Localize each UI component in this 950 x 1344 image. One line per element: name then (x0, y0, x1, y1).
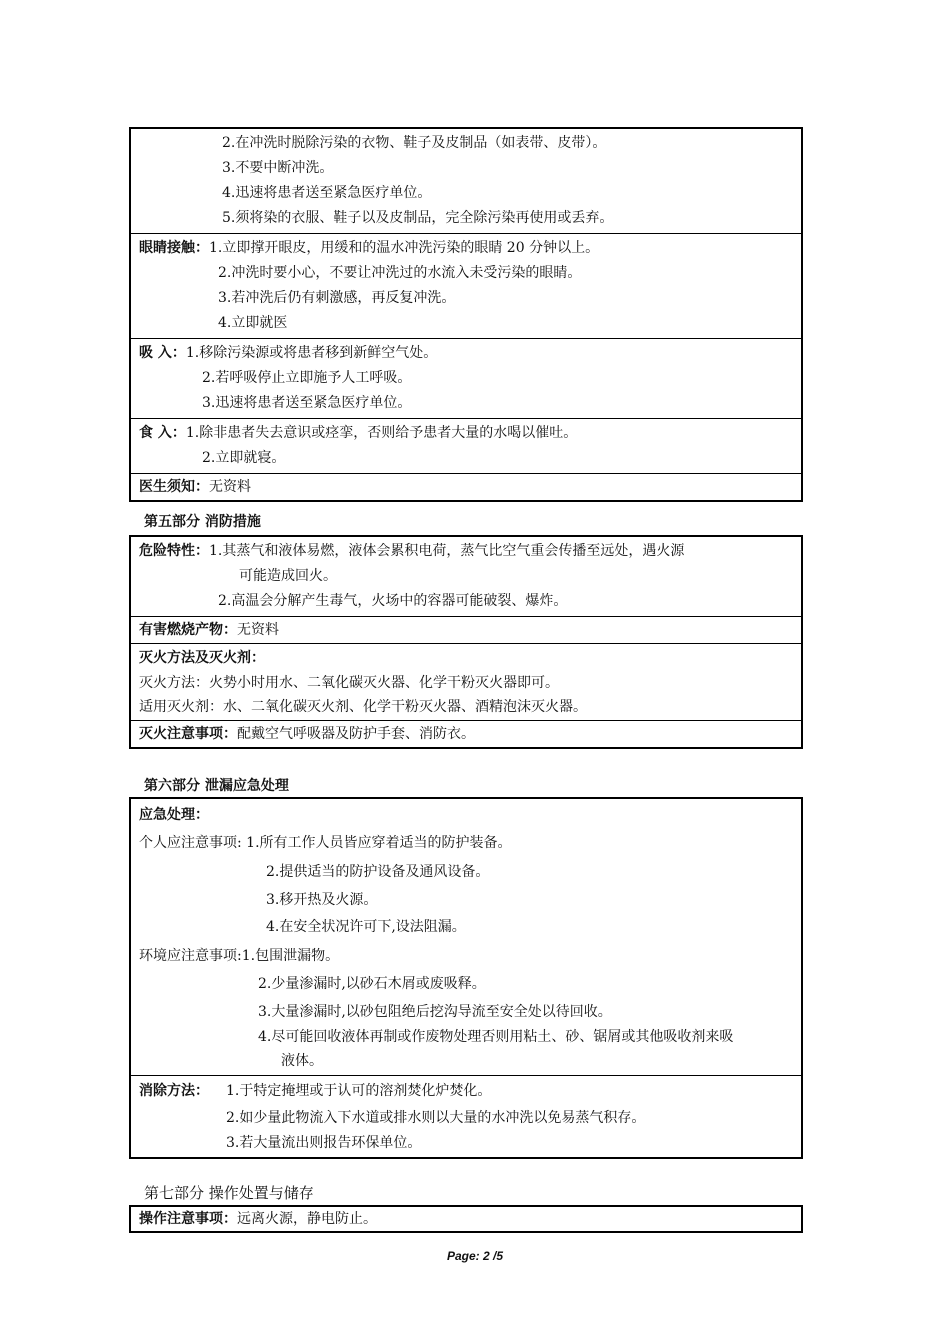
eye-item: 3.若冲洗后仍有刺激感，再反复冲洗。 (218, 290, 456, 306)
inhale-item: 3.迅速将患者送至紧急医疗单位。 (202, 395, 412, 411)
disposal-item: 1.于特定掩埋或于认可的溶剂焚化炉焚化。 (226, 1083, 492, 1099)
env-item: 液体。 (281, 1053, 323, 1069)
eye-contact-row (131, 234, 801, 339)
emergency-row (131, 799, 801, 1076)
personal-item: 3.移开热及火源。 (266, 892, 378, 908)
extinguish-row (131, 644, 801, 721)
personal-item: 4.在安全状况许可下,设法阻漏。 (266, 919, 466, 935)
fire-notes-row (131, 721, 801, 747)
hazard-item: 2.高温会分解产生毒气，火场中的容器可能破裂、爆炸。 (218, 593, 568, 609)
skin-contact-row (131, 129, 801, 234)
combustion-label: 有害燃烧产物： (139, 622, 237, 638)
skin-item: 5.须将染的衣服、鞋子以及皮制品，完全除污染再使用或丢弃。 (222, 210, 614, 226)
handling-value: 远离火源，静电防止。 (237, 1211, 377, 1227)
ingestion-row (131, 419, 801, 474)
hazard-label: 危险特性： (139, 543, 209, 559)
fire-fighting-table (129, 535, 803, 749)
personal-label: 个人应注意事项: (139, 835, 247, 851)
first-aid-table (129, 127, 803, 502)
environment-label: 环境应注意事项: (139, 948, 242, 964)
inhale-item: 1.移除污染源或将患者移到新鲜空气处。 (185, 345, 438, 361)
combustion-row (131, 617, 801, 644)
hazard-item: 1.其蒸气和液体易燃，液体会累积电荷，蒸气比空气重会传播至远处，遇火源 (209, 543, 685, 559)
env-item: 4.尽可能回收液体再制或作废物处理否则用粘土、砂、锯屑或其他吸收剂来吸 (258, 1029, 734, 1045)
section-title-part5: 第五部分 消防措施 (144, 514, 261, 530)
skin-item: 4.迅速将患者送至紧急医疗单位。 (222, 185, 432, 201)
env-item: 2.少量渗漏时,以砂石木屑或废吸释。 (258, 976, 486, 992)
disposal-label: 消除方法： (139, 1083, 209, 1099)
extinguish-method: 灭火方法：火势小时用水、二氧化碳灭火器、化学干粉灭火器即可。 (139, 675, 559, 691)
personal-item: 1.所有工作人员皆应穿着适当的防护装备。 (246, 835, 512, 851)
inhalation-label: 吸 入： (139, 345, 186, 361)
personal-item: 2.提供适当的防护设备及通风设备。 (266, 864, 490, 880)
hazard-row (131, 537, 801, 617)
combustion-value: 无资料 (237, 622, 279, 638)
eye-item: 4.立即就医 (218, 315, 288, 331)
handling-row (131, 1207, 801, 1231)
extinguish-label: 灭火方法及灭火剂： (139, 650, 265, 666)
skin-item: 2.在冲洗时脱除污染的衣物、鞋子及皮制品（如表带、皮带）。 (222, 135, 607, 151)
eye-item: 1.立即撑开眼皮，用缓和的温水冲洗污染的眼睛 20 分钟以上。 (209, 240, 600, 256)
leak-response-table (129, 797, 803, 1159)
ingestion-label: 食 入： (139, 425, 186, 441)
env-item: 1.包围泄漏物。 (241, 948, 340, 964)
ingest-item: 2.立即就寝。 (202, 450, 286, 466)
handling-table (129, 1205, 803, 1233)
eye-item: 2.冲洗时要小心，不要让冲洗过的水流入未受污染的眼睛。 (218, 265, 582, 281)
disposal-item: 2.如少量此物流入下水道或排水则以大量的水冲洗以免易蒸气积存。 (226, 1110, 646, 1126)
env-item: 3.大量渗漏时,以砂包阻绝后挖沟导流至安全处以待回收。 (258, 1004, 612, 1020)
skin-item: 3.不要中断冲洗。 (222, 160, 334, 176)
handling-label: 操作注意事项： (139, 1211, 237, 1227)
eye-contact-label: 眼睛接触： (139, 240, 209, 256)
inhale-item: 2.若呼吸停止立即施予人工呼吸。 (202, 370, 412, 386)
doctor-note-label: 医生须知： (139, 479, 209, 495)
disposal-item: 3.若大量流出则报告环保单位。 (226, 1135, 422, 1151)
disposal-row (131, 1076, 801, 1157)
fire-notes-value: 配戴空气呼吸器及防护手套、消防衣。 (237, 726, 475, 742)
inhalation-row (131, 339, 801, 419)
extinguish-agent: 适用灭火剂：水、二氧化碳灭火剂、化学干粉灭火器、酒精泡沫灭火器。 (139, 699, 587, 715)
section-title-part6: 第六部分 泄漏应急处理 (144, 778, 289, 794)
emergency-label: 应急处理： (139, 807, 209, 823)
page-number: Page: 2 /5 (446, 1249, 504, 1263)
doctor-note-row (131, 474, 801, 500)
ingest-item: 1.除非患者失去意识或痉挛，否则给予患者大量的水喝以催吐。 (185, 425, 578, 441)
fire-notes-label: 灭火注意事项： (139, 726, 237, 742)
hazard-item: 可能造成回火。 (239, 568, 337, 584)
doctor-note-value: 无资料 (209, 479, 251, 495)
section-title-part7: 第七部分 操作处置与储存 (144, 1184, 314, 1202)
